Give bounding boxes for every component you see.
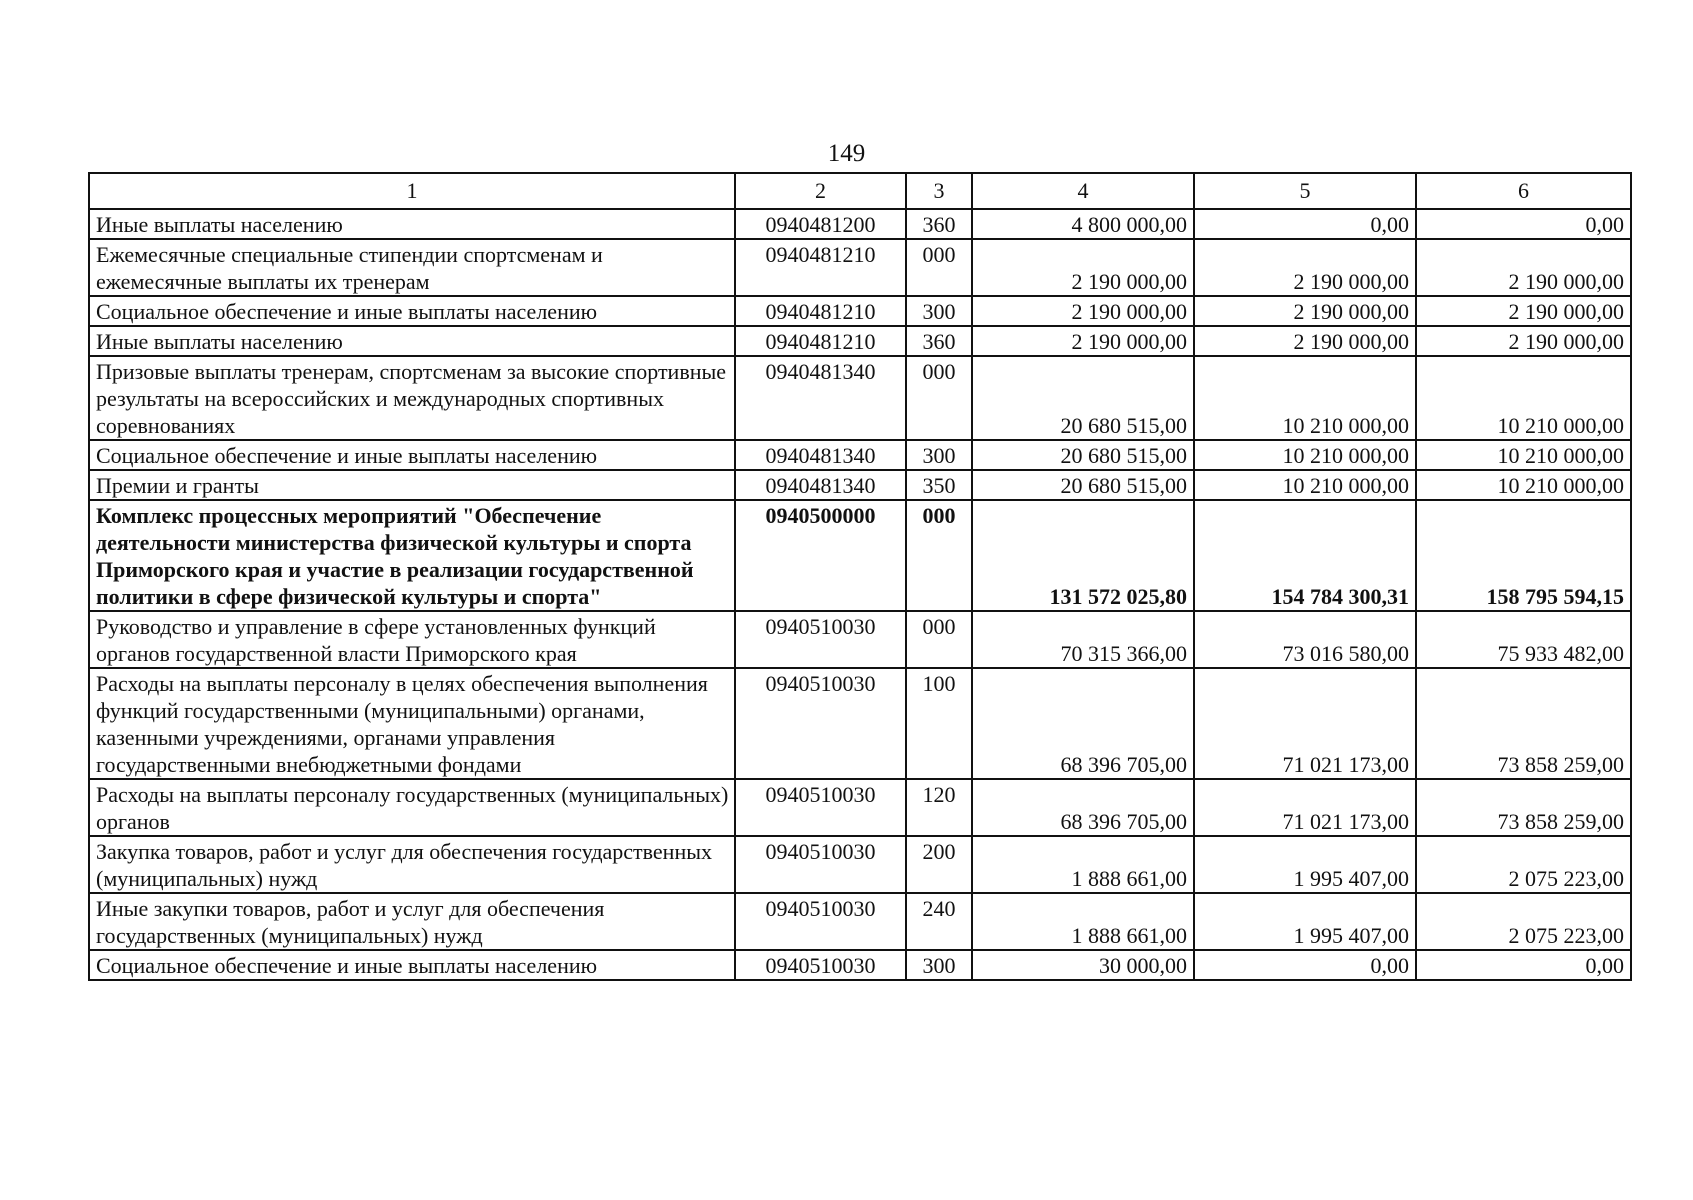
- row-name: Социальное обеспечение и иные выплаты населению: [89, 296, 735, 326]
- row-amount-col6: 73 858 259,00: [1416, 779, 1631, 836]
- row-expense-type: 200: [906, 836, 972, 893]
- row-expense-type: 350: [906, 470, 972, 500]
- row-amount-col6: 10 210 000,00: [1416, 470, 1631, 500]
- table-row: [89, 836, 1631, 893]
- row-name: Социальное обеспечение и иные выплаты населению: [89, 950, 735, 980]
- row-amount-col4: 1 888 661,00: [972, 836, 1194, 893]
- budget-table: [88, 172, 1632, 981]
- row-expense-type: 100: [906, 668, 972, 779]
- row-amount-col5: 71 021 173,00: [1194, 779, 1416, 836]
- row-name: Иные выплаты населению: [89, 326, 735, 356]
- row-amount-col6: 2 190 000,00: [1416, 239, 1631, 296]
- row-amount-col4: 131 572 025,80: [972, 500, 1194, 611]
- row-target-code: 0940510030: [735, 668, 906, 779]
- column-number-2: 2: [735, 173, 906, 209]
- row-amount-col4: 1 888 661,00: [972, 893, 1194, 950]
- row-name: Расходы на выплаты персоналу государственных (муниципальных) органов: [89, 779, 735, 836]
- row-target-code: 0940481210: [735, 239, 906, 296]
- table-row: [89, 326, 1631, 356]
- row-amount-col6: 2 075 223,00: [1416, 893, 1631, 950]
- row-name: Иные выплаты населению: [89, 209, 735, 239]
- row-amount-col6: 2 190 000,00: [1416, 296, 1631, 326]
- row-target-code: 0940481340: [735, 470, 906, 500]
- row-target-code: 0940481340: [735, 440, 906, 470]
- column-number-4: 4: [972, 173, 1194, 209]
- row-target-code: 0940510030: [735, 779, 906, 836]
- row-amount-col5: 1 995 407,00: [1194, 893, 1416, 950]
- column-number-3: 3: [906, 173, 972, 209]
- row-amount-col4: 68 396 705,00: [972, 668, 1194, 779]
- row-amount-col5: 73 016 580,00: [1194, 611, 1416, 668]
- row-amount-col5: 2 190 000,00: [1194, 239, 1416, 296]
- column-number-5: 5: [1194, 173, 1416, 209]
- row-amount-col6: 0,00: [1416, 950, 1631, 980]
- page-number: 149: [827, 140, 866, 167]
- row-expense-type: 000: [906, 239, 972, 296]
- row-amount-col6: 75 933 482,00: [1416, 611, 1631, 668]
- row-target-code: 0940481340: [735, 356, 906, 440]
- row-target-code: 0940510030: [735, 836, 906, 893]
- row-amount-col5: 10 210 000,00: [1194, 440, 1416, 470]
- row-target-code: 0940481210: [735, 326, 906, 356]
- row-amount-col5: 0,00: [1194, 209, 1416, 239]
- row-expense-type: 000: [906, 356, 972, 440]
- row-amount-col4: 20 680 515,00: [972, 470, 1194, 500]
- row-expense-type: 000: [906, 500, 972, 611]
- row-target-code: 0940500000: [735, 500, 906, 611]
- column-number-6: 6: [1416, 173, 1631, 209]
- row-amount-col4: 68 396 705,00: [972, 779, 1194, 836]
- row-expense-type: 360: [906, 209, 972, 239]
- table-row: [89, 356, 1631, 440]
- row-expense-type: 000: [906, 611, 972, 668]
- row-target-code: 0940510030: [735, 611, 906, 668]
- row-target-code: 0940481200: [735, 209, 906, 239]
- row-amount-col6: 2 190 000,00: [1416, 326, 1631, 356]
- table-row: [89, 239, 1631, 296]
- row-amount-col6: 0,00: [1416, 209, 1631, 239]
- table-row: [89, 950, 1631, 980]
- row-amount-col4: 20 680 515,00: [972, 440, 1194, 470]
- row-amount-col5: 10 210 000,00: [1194, 356, 1416, 440]
- row-amount-col5: 1 995 407,00: [1194, 836, 1416, 893]
- row-amount-col6: 10 210 000,00: [1416, 356, 1631, 440]
- row-expense-type: 300: [906, 950, 972, 980]
- row-expense-type: 300: [906, 440, 972, 470]
- row-amount-col5: 0,00: [1194, 950, 1416, 980]
- column-number-row: [89, 173, 1631, 209]
- row-amount-col4: 2 190 000,00: [972, 296, 1194, 326]
- row-amount-col4: 70 315 366,00: [972, 611, 1194, 668]
- table-row: [89, 440, 1631, 470]
- row-amount-col6: 158 795 594,15: [1416, 500, 1631, 611]
- table-row: [89, 470, 1631, 500]
- row-amount-col5: 10 210 000,00: [1194, 470, 1416, 500]
- row-name: Ежемесячные специальные стипендии спортсменам и ежемесячные выплаты их тренерам: [89, 239, 735, 296]
- row-amount-col5: 71 021 173,00: [1194, 668, 1416, 779]
- row-target-code: 0940510030: [735, 950, 906, 980]
- row-name: Закупка товаров, работ и услуг для обеспечения государственных (муниципальных) нужд: [89, 836, 735, 893]
- row-target-code: 0940510030: [735, 893, 906, 950]
- row-amount-col6: 10 210 000,00: [1416, 440, 1631, 470]
- table-row: [89, 209, 1631, 239]
- row-name: Комплекс процессных мероприятий "Обеспечение деятельности министерства физической культуры и спорта Приморского края и участие в реализации государственной политики в сфере физической культуры и спорта": [89, 500, 735, 611]
- row-amount-col5: 2 190 000,00: [1194, 326, 1416, 356]
- row-amount-col4: 2 190 000,00: [972, 326, 1194, 356]
- row-amount-col4: 30 000,00: [972, 950, 1194, 980]
- row-amount-col6: 2 075 223,00: [1416, 836, 1631, 893]
- row-expense-type: 360: [906, 326, 972, 356]
- row-name: Иные закупки товаров, работ и услуг для обеспечения государственных (муниципальных) нужд: [89, 893, 735, 950]
- table-row: [89, 779, 1631, 836]
- row-target-code: 0940481210: [735, 296, 906, 326]
- table-row: [89, 668, 1631, 779]
- table-row: [89, 296, 1631, 326]
- row-name: Премии и гранты: [89, 470, 735, 500]
- row-name: Призовые выплаты тренерам, спортсменам за высокие спортивные результаты на всероссийских и международных спортивных соревнованиях: [89, 356, 735, 440]
- row-amount-col6: 73 858 259,00: [1416, 668, 1631, 779]
- row-amount-col4: 4 800 000,00: [972, 209, 1194, 239]
- row-name: Социальное обеспечение и иные выплаты населению: [89, 440, 735, 470]
- row-expense-type: 120: [906, 779, 972, 836]
- row-amount-col4: 2 190 000,00: [972, 239, 1194, 296]
- row-name: Руководство и управление в сфере установленных функций органов государственной власти Приморского края: [89, 611, 735, 668]
- row-expense-type: 300: [906, 296, 972, 326]
- table-body: [89, 173, 1631, 980]
- row-amount-col5: 154 784 300,31: [1194, 500, 1416, 611]
- table-row: [89, 500, 1631, 611]
- table-row: [89, 893, 1631, 950]
- table-row: [89, 611, 1631, 668]
- row-expense-type: 240: [906, 893, 972, 950]
- row-name: Расходы на выплаты персоналу в целях обеспечения выполнения функций государственными (муниципальными) органами, казенными учреждениями, органами управления государственными внебюджетными фондами: [89, 668, 735, 779]
- row-amount-col5: 2 190 000,00: [1194, 296, 1416, 326]
- row-amount-col4: 20 680 515,00: [972, 356, 1194, 440]
- column-number-1: 1: [89, 173, 735, 209]
